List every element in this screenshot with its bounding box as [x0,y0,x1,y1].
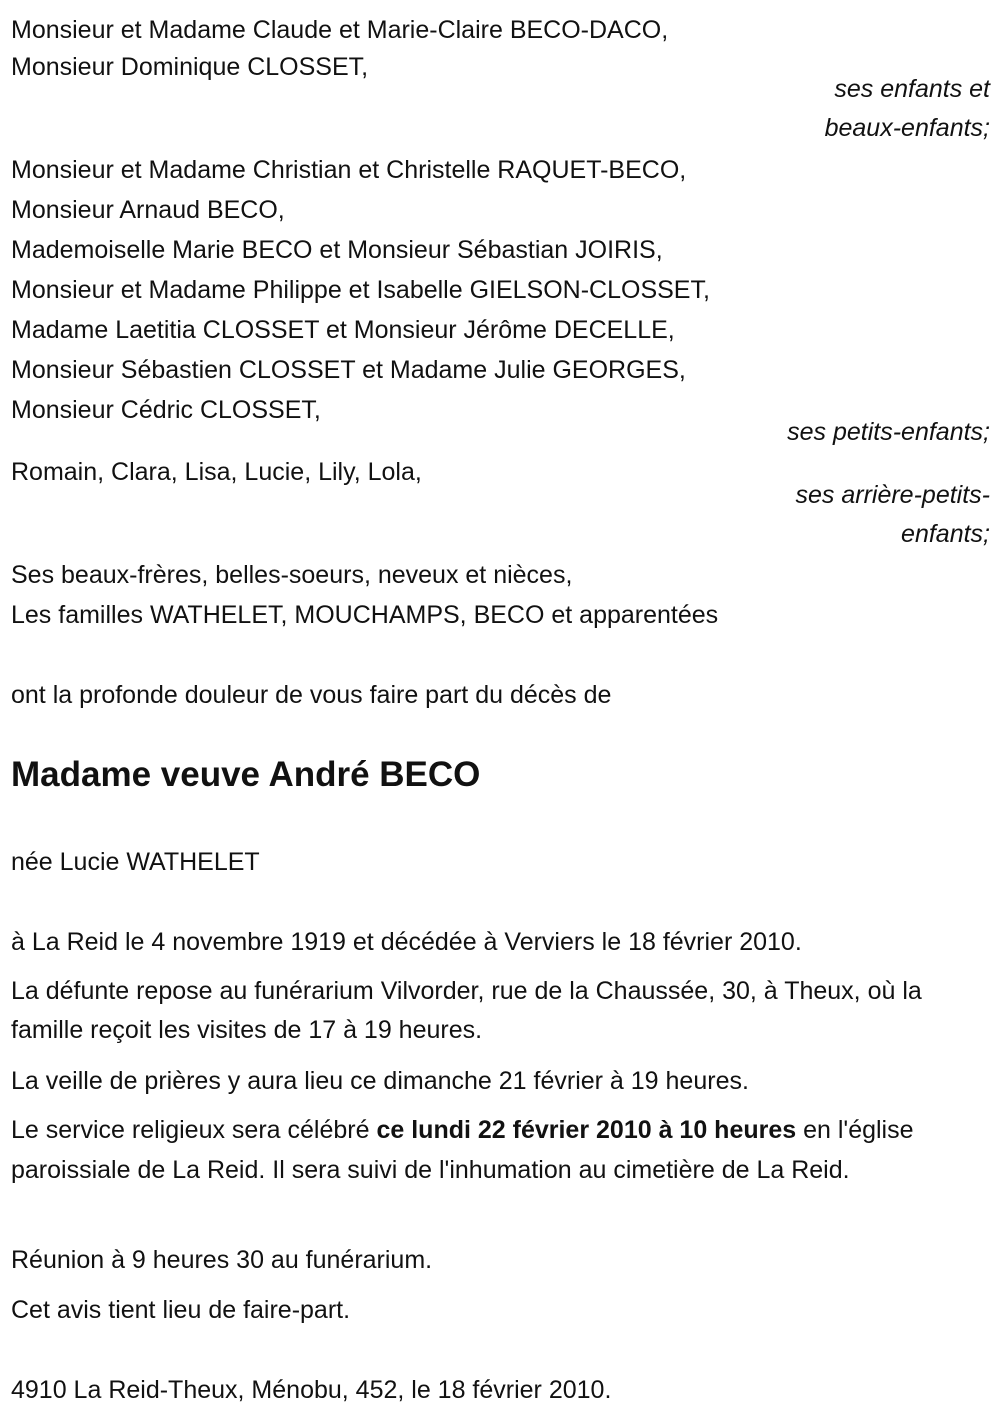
service-text: Le service religieux sera célébré [11,1116,377,1144]
announcement: ont la profonde douleur de vous faire part du décès de [11,681,612,709]
footer-address-date: 4910 La Reid-Theux, Ménobu, 452, le 18 février 2010. [11,1376,612,1404]
meeting-info: Réunion à 9 heures 30 au funérarium. [11,1246,433,1274]
family-line: Romain, Clara, Lisa, Lucie, Lily, Lola, [11,458,422,486]
relation-label: enfants; [901,520,990,548]
family-line: Madame Laetitia CLOSSET et Monsieur Jérôme DECELLE, [11,316,675,344]
service-date: ce lundi 22 février 2010 à 10 heures [376,1116,797,1144]
family-line: Les familles WATHELET, MOUCHAMPS, BECO et apparentées [11,601,719,629]
family-line: Monsieur Arnaud BECO, [11,196,285,224]
other-relatives [11,555,990,635]
service-info [11,1111,990,1190]
repose-info: La défunte repose au funérarium Vilvorder, rue de la Chaussée, 30, à Theux, où la famille reçoit les visites de 17 à 19 heures. [11,977,922,1044]
vigil-info: La veille de prières y aura lieu ce dimanche 21 février à 19 heures. [11,1067,749,1095]
relation-label: ses petits-enfants; [787,418,990,446]
family-line: Mademoiselle Marie BECO et Monsieur Sébastian JOIRIS, [11,236,663,264]
family-line: Monsieur et Madame Philippe et Isabelle GIELSON-CLOSSET, [11,276,710,304]
great-grandchildren-label [11,476,990,554]
family-line: Monsieur Dominique CLOSSET, [11,53,369,81]
family-line: Monsieur et Madame Claude et Marie-Claire BECO-DACO, [11,16,669,44]
grandchildren-list [11,150,990,430]
maiden-name: née Lucie WATHELET [11,848,260,876]
grandchildren-label [11,413,990,452]
deceased-name: Madame veuve André BECO [11,755,481,794]
family-line: Monsieur et Madame Christian et Christelle RAQUET-BECO, [11,156,687,184]
relation-label: ses arrière-petits- [795,481,990,509]
children-label [11,70,990,148]
birth-death: à La Reid le 4 novembre 1919 et décédée à Verviers le 18 février 2010. [11,928,802,956]
notice: Cet avis tient lieu de faire-part. [11,1296,351,1324]
relation-label: beaux-enfants; [824,114,990,142]
family-line: Monsieur Cédric CLOSSET, [11,396,321,424]
family-line: Ses beaux-frères, belles-soeurs, neveux et nièces, [11,561,573,589]
service-text: en l'église paroissiale de La Reid. Il sera suivi de l'inhumation au cimetière de La Reid. [11,1116,914,1184]
family-line: Monsieur Sébastien CLOSSET et Madame Julie GEORGES, [11,356,686,384]
relation-label: ses enfants et [834,75,990,103]
